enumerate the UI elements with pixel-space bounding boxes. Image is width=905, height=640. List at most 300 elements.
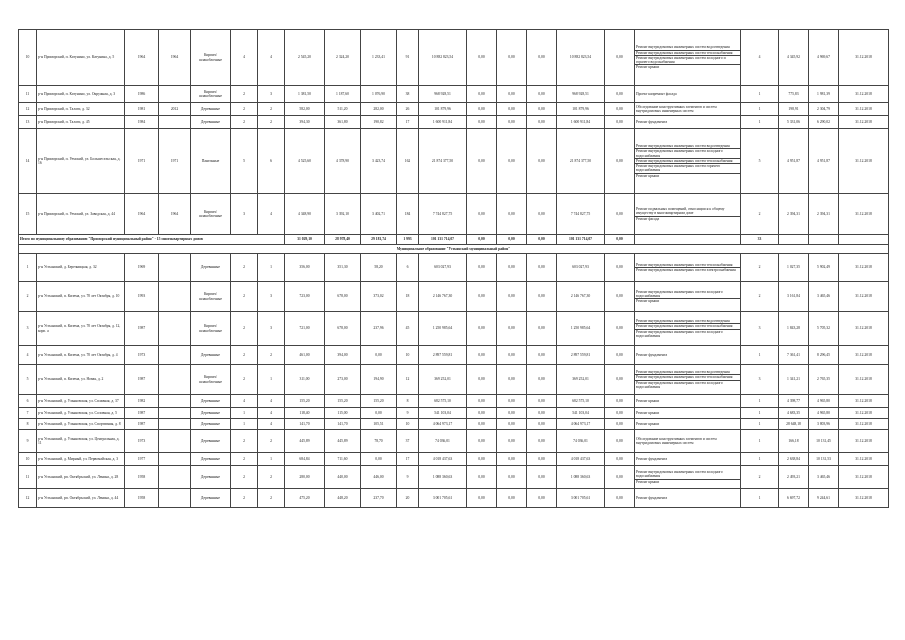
cost-owners: 369 252,01 [557,365,605,395]
wall-material: Деревянные [191,103,231,116]
work-type-item: Ремонт внутридомовых инженерных систем холодного водоснабжения [635,290,740,299]
cost-owners: 74 036,01 [557,430,605,453]
wall-material: Кирпич/ шлакоблочные [191,30,231,86]
completion-date: 31.12.2018 [839,254,889,282]
entrances: 4 [258,395,285,408]
area-total: 4 348,90 [285,194,325,235]
row-number: 7 [19,408,37,419]
cost-owners: 7 744 827,75 [557,194,605,235]
area-living: 115,00 [325,408,361,419]
cost-total: 2 897 559,81 [419,346,467,365]
fund-4: 0,00 [605,489,635,508]
area-total: 684,84 [285,453,325,466]
work-types [635,254,741,282]
entrances: 2 [258,346,285,365]
area-total: 141,70 [285,419,325,430]
works-count: 2 [741,466,779,489]
table-row [19,86,889,103]
area-living: 4 378,90 [325,129,361,194]
wall-material: Панельные [191,129,231,194]
fund-3: 0,00 [527,129,557,194]
area-residential: 105,51 [361,419,397,430]
build-year: 1987 [125,408,159,419]
unit-cost: 1 341,21 [779,365,809,395]
floors: 2 [231,103,258,116]
work-type-item: Ремонт крыши [636,299,660,304]
unit-cost-limit: 5 705,32 [809,312,839,346]
entrances: 3 [258,86,285,103]
register-sheet [18,29,888,508]
fund-3: 0,00 [527,254,557,282]
summary-works-empty [635,235,741,245]
work-type-item: Ремонт внутридомовых инженерных систем холодного водоснабжения [636,380,723,389]
area-residential: 237,96 [361,312,397,346]
work-type-item: Проект капремонт фасада [636,91,677,96]
area-living: 361,80 [325,116,361,129]
cost-total: 21 874 377,50 [419,129,467,194]
area-living: 394,00 [325,346,361,365]
floors: 2 [231,430,258,453]
floors: 1 [231,419,258,430]
cost-owners: 4 064 973,17 [557,419,605,430]
unit-cost: 2 394,31 [779,194,809,235]
works-count: 2 [741,194,779,235]
work-type-item: Ремонт внутридомовых инженерных систем теплоснабжения [635,375,740,380]
unit-cost: 4 345,92 [779,30,809,86]
summary-empty-cell [809,235,839,245]
fund-2: 0,00 [497,430,527,453]
completion-date: 31.12.2018 [839,430,889,453]
reconstruction-year [159,453,191,466]
work-type-item: Ремонт внутридомовых инженерных систем теплоснабжения [635,263,740,268]
cost-owners: 4 018 437,63 [557,453,605,466]
build-year: 1977 [125,453,159,466]
reconstruction-year [159,282,191,312]
reconstruction-year [159,365,191,395]
floors: 2 [231,489,258,508]
summary-fund-3: 0,00 [527,235,557,245]
work-type-item: Ремонт фундамента [636,456,668,461]
address: р-н Устьянский, п. Кизема, ул. 70 лет Октября, д. 4 [37,346,125,365]
residents: 91 [397,30,419,86]
area-residential: 155,20 [361,395,397,408]
summary-works-count: 33 [741,235,779,245]
table-row [19,103,889,116]
cost-total: 4 064 973,17 [419,419,467,430]
table-row [19,395,889,408]
row-number: 8 [19,419,37,430]
summary-area-total: 31 029,10 [285,235,325,245]
row-number: 14 [19,129,37,194]
cost-owners: 541 103,04 [557,408,605,419]
cost-total: 74 036,01 [419,430,467,453]
fund-3: 0,00 [527,103,557,116]
summary-empty-cell [779,235,809,245]
row-number: 6 [19,395,37,408]
fund-1: 0,00 [467,116,497,129]
area-total: 723,00 [285,282,325,312]
area-residential: 0,00 [361,408,397,419]
fund-1: 0,00 [467,489,497,508]
area-living: 3 392,10 [325,194,361,235]
area-residential: 282,00 [361,103,397,116]
entrances: 4 [258,408,285,419]
fund-2: 0,00 [497,489,527,508]
fund-3: 0,00 [527,365,557,395]
floors: 2 [231,466,258,489]
unit-cost-limit: 10 131,45 [809,430,839,453]
completion-date: 31.12.2018 [839,129,889,194]
work-types [635,194,741,235]
fund-4: 0,00 [605,346,635,365]
table-row [19,282,889,312]
area-total: 155,20 [285,395,325,408]
reconstruction-year [159,466,191,489]
area-total: 356,00 [285,254,325,282]
fund-4: 0,00 [605,116,635,129]
cost-total: 682 575,10 [419,395,467,408]
fund-4: 0,00 [605,453,635,466]
row-number: 15 [19,194,37,235]
entrances: 6 [258,129,285,194]
address: р-н Приморский, п. Уемский, ул. Большесельская, д. 16 [37,129,125,194]
unit-cost: 28 648,18 [779,419,809,430]
area-living: 445,89 [325,430,361,453]
address: р-н Приморский, п. Катунино, ул. Окружная, д. 3 [37,86,125,103]
build-year: 1973 [125,346,159,365]
wall-material: Деревянные [191,116,231,129]
cost-owners: 101 879,96 [557,103,605,116]
entrances: 2 [258,430,285,453]
unit-cost-limit: 4 965,80 [809,408,839,419]
completion-date: 31.12.2018 [839,30,889,86]
completion-date: 31.12.2018 [839,312,889,346]
fund-4: 0,00 [605,194,635,235]
table-row [19,430,889,453]
address: р-н Устьянский, д. Ульяновская, ул. Соловная, д. 5 [37,408,125,419]
work-types [635,430,741,453]
works-count: 1 [741,86,779,103]
reconstruction-year [159,430,191,453]
fund-1: 0,00 [467,312,497,346]
area-residential: 1 076,90 [361,86,397,103]
completion-date: 31.12.2018 [839,282,889,312]
fund-2: 0,00 [497,408,527,419]
residents: 26 [397,103,419,116]
area-residential: 0,00 [361,453,397,466]
unit-cost-limit: 2 304,79 [809,103,839,116]
row-number: 10 [19,30,37,86]
work-type-item: Обследование конструктивных элементов и систем внутридомовых инженерных систем [636,104,717,113]
unit-cost-limit: 6 290,02 [809,116,839,129]
cost-total: 3 001 705,61 [419,489,467,508]
area-total: 475,20 [285,489,325,508]
residents: 38 [397,86,419,103]
wall-material: Кирпич/ шлакоблочные [191,312,231,346]
row-number: 12 [19,103,37,116]
fund-1: 0,00 [467,254,497,282]
unit-cost: 166,18 [779,430,809,453]
build-year: 1993 [125,282,159,312]
floors: 5 [231,129,258,194]
cost-total: 7 744 827,75 [419,194,467,235]
wall-material: Деревянные [191,395,231,408]
work-type-item: Ремонт крыши [636,173,660,178]
entrances: 2 [258,466,285,489]
cost-owners: 1 250 985,64 [557,312,605,346]
row-number: 13 [19,116,37,129]
fund-2: 0,00 [497,365,527,395]
entrances: 4 [258,419,285,430]
wall-material: Кирпич/ шлакоблочные [191,194,231,235]
build-year: 1984 [125,116,159,129]
area-total: 1 381,50 [285,86,325,103]
fund-1: 0,00 [467,419,497,430]
floors: 2 [231,453,258,466]
fund-4: 0,00 [605,86,635,103]
entrances: 2 [258,103,285,116]
fund-4: 0,00 [605,419,635,430]
reconstruction-year [159,395,191,408]
fund-1: 0,00 [467,30,497,86]
reconstruction-year [159,419,191,430]
address: р-н Устьянский, рп. Октябрьский, ул. Ленина, д. 28 [37,466,125,489]
primorsky-summary [19,235,889,254]
unit-cost-limit: 3 465,46 [809,466,839,489]
unit-cost: 1 843,28 [779,312,809,346]
address: р-н Устьянский, п. Кизема, ул. Новая, д. 2 [37,365,125,395]
unit-cost: 3 161,84 [779,282,809,312]
residents: 17 [397,116,419,129]
area-residential: 446,00 [361,466,397,489]
fund-2: 0,00 [497,282,527,312]
area-residential: 0,00 [361,346,397,365]
reconstruction-year: 1964 [159,194,191,235]
completion-date: 31.12.2018 [839,453,889,466]
fund-1: 0,00 [467,194,497,235]
floors: 4 [231,395,258,408]
works-count: 1 [741,346,779,365]
fund-2: 0,00 [497,419,527,430]
work-types [635,466,741,489]
fund-3: 0,00 [527,194,557,235]
area-living: 678,00 [325,312,361,346]
fund-2: 0,00 [497,30,527,86]
work-types [635,103,741,116]
build-year: 1973 [125,430,159,453]
wall-material: Кирпич/ шлакоблочные [191,365,231,395]
work-types [635,489,741,508]
table-row [19,116,889,129]
completion-date: 31.12.2018 [839,489,889,508]
fund-2: 0,00 [497,346,527,365]
work-types [635,419,741,430]
cost-total: 4 018 437,63 [419,453,467,466]
floors: 2 [231,86,258,103]
cost-total: 603 027,93 [419,254,467,282]
area-residential: 78,70 [361,430,397,453]
work-types [635,30,741,86]
fund-2: 0,00 [497,254,527,282]
work-type-item: Ремонт внутридомовых инженерных систем электроснабжения [636,268,736,272]
wall-material: Деревянные [191,419,231,430]
area-living: 351,30 [325,254,361,282]
work-type-item: Ремонт внутридомовых инженерных систем теплоснабжения [635,324,740,329]
works-count: 1 [741,395,779,408]
works-count: 2 [741,282,779,312]
wall-material: Деревянные [191,254,231,282]
fund-3: 0,00 [527,489,557,508]
fund-2: 0,00 [497,103,527,116]
floors: 1 [231,408,258,419]
table-row [19,408,889,419]
area-total: 721,00 [285,312,325,346]
fund-3: 0,00 [527,116,557,129]
summary-cost-total: 101 131 714,07 [419,235,467,245]
reconstruction-year [159,254,191,282]
work-type-item: Ремонт внутридомовых инженерных систем водоотведения [635,370,740,375]
fund-3: 0,00 [527,282,557,312]
unit-cost-limit: 4 965,80 [809,395,839,408]
area-total: 280,00 [285,466,325,489]
work-types [635,116,741,129]
completion-date: 31.12.2018 [839,194,889,235]
reconstruction-year: 2012 [159,103,191,116]
fund-4: 0,00 [605,282,635,312]
unit-cost: 7 361,41 [779,346,809,365]
work-type-item: Ремонт внутридомовых инженерных систем холодного водоснабжения [635,149,740,158]
build-year: 1964 [125,30,159,86]
address: р-н Устьянский, д. Ульяновская, ул. Центральная, д. 11 [37,430,125,453]
area-total: 445,89 [285,430,325,453]
works-count: 1 [741,103,779,116]
table-row [19,489,889,508]
fund-3: 0,00 [527,453,557,466]
works-count: 1 [741,430,779,453]
unit-cost-limit: 2 394,31 [809,194,839,235]
completion-date: 31.12.2018 [839,103,889,116]
work-type-item: Ремонт внутридомовых инженерных систем теплоснабжения [635,159,740,164]
reconstruction-year [159,346,191,365]
build-year: 1987 [125,365,159,395]
area-total: 311,00 [285,365,325,395]
ustyansky-rows [19,254,889,508]
row-number: 4 [19,346,37,365]
area-residential: 1 233,41 [361,30,397,86]
cost-owners: 1 600 911,84 [557,116,605,129]
reconstruction-year [159,312,191,346]
address: р-н Приморский, п. Уемский, ул. Заводская, д. 44 [37,194,125,235]
cost-total: 1 088 360,63 [419,466,467,489]
completion-date: 31.12.2018 [839,346,889,365]
work-type-item: Ремонт внутридомовых инженерных систем теплоснабжения [635,51,740,56]
reconstruction-year [159,408,191,419]
cost-owners: 682 575,10 [557,395,605,408]
works-count: 1 [741,116,779,129]
fund-3: 0,00 [527,466,557,489]
residents: 18 [397,282,419,312]
area-living: 273,00 [325,365,361,395]
work-type-item: Ремонт крыши [636,421,660,426]
fund-1: 0,00 [467,282,497,312]
fund-2: 0,00 [497,312,527,346]
residents: 20 [397,489,419,508]
completion-date: 31.12.2018 [839,395,889,408]
floors: 2 [231,116,258,129]
fund-1: 0,00 [467,430,497,453]
unit-cost-limit: 4 969,67 [809,30,839,86]
residents: 9 [397,466,419,489]
area-residential: 237,70 [361,489,397,508]
cost-owners: 3 001 705,61 [557,489,605,508]
entrances: 4 [258,194,285,235]
completion-date: 31.12.2018 [839,116,889,129]
table-row [19,346,889,365]
floors: 2 [231,282,258,312]
fund-1: 0,00 [467,453,497,466]
area-living: 155,20 [325,395,361,408]
work-types [635,346,741,365]
residents: 17 [397,453,419,466]
floors: 2 [231,365,258,395]
address: р-н Приморский, п. Катунино, ул. Катунина, д. 5 [37,30,125,86]
residents: 12 [397,365,419,395]
row-number: 10 [19,453,37,466]
cost-total: 541 103,04 [419,408,467,419]
unit-cost: 2 638,84 [779,453,809,466]
area-living: 711,60 [325,453,361,466]
area-living: 1 187,60 [325,86,361,103]
work-type-item: Ремонт внутридомовых инженерных систем холодного водоснабжения [636,329,723,338]
work-type-item: Ремонт крыши [636,65,660,70]
wall-material: Деревянные [191,346,231,365]
entrances: 2 [258,116,285,129]
fund-3: 0,00 [527,86,557,103]
unit-cost-limit: 2 765,35 [809,365,839,395]
work-type-item: Ремонт крыши [636,479,660,484]
residents: 184 [397,194,419,235]
completion-date: 31.12.2018 [839,365,889,395]
unit-cost-limit: 9 244,61 [809,489,839,508]
cost-total: 369 252,01 [419,365,467,395]
unit-cost-limit: 3 465,46 [809,282,839,312]
fund-3: 0,00 [527,419,557,430]
build-year: 1958 [125,489,159,508]
completion-date: 31.12.2018 [839,408,889,419]
area-total: 118,40 [285,408,325,419]
residents: 45 [397,312,419,346]
work-types [635,86,741,103]
build-year: 1987 [125,312,159,346]
summary-empty-cell [839,235,889,245]
cost-owners: 1 088 360,63 [557,466,605,489]
unit-cost: 775,83 [779,86,809,103]
area-residential: 194,90 [361,365,397,395]
entrances: 4 [258,30,285,86]
build-year: 1987 [125,419,159,430]
works-count: 5 [741,129,779,194]
fund-4: 0,00 [605,254,635,282]
work-type-item: Ремонт внутридомовых инженерных систем холодного и горячего водоснабжения [635,56,740,65]
row-number: 5 [19,365,37,395]
work-type-item: Ремонт фундамента [636,495,668,500]
floors: 2 [231,312,258,346]
address: р-н Устьянский, д. Березницкая, д. 32 [37,254,125,282]
table-row [19,194,889,235]
unit-cost: 4 683,35 [779,408,809,419]
fund-2: 0,00 [497,86,527,103]
build-year: 1958 [125,466,159,489]
